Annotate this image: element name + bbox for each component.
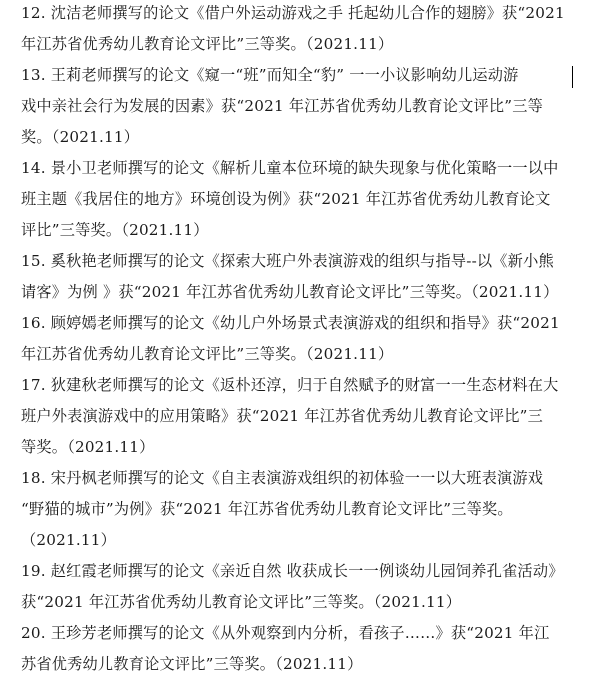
text-line: 年江苏省优秀幼儿教育论文评比”三等奖。（2021.11）	[21, 35, 394, 53]
text-line: 17. 狄建秋老师撰写的论文《返朴还淳，归于自然赋予的财富一一生态材料在大	[21, 376, 559, 394]
text-line: 16. 顾婷嫣老师撰写的论文《幼儿户外场景式表演游戏的组织和指导》获“2021	[21, 314, 560, 332]
text-line: 12. 沈洁老师撰写的论文《借户外运动游戏之手 托起幼儿合作的翅膀》获“2021	[21, 4, 565, 22]
text-line: 14. 景小卫老师撰写的论文《解析儿童本位环境的缺失现象与优化策略一一以中	[21, 159, 559, 177]
text-line: 年江苏省优秀幼儿教育论文评比”三等奖。（2021.11）	[21, 345, 394, 363]
text-line: 戏中亲社会行为发展的因素》获“2021 年江苏省优秀幼儿教育论文评比”三等	[21, 97, 544, 115]
text-line: “野猫的城市”为例》获“2021 年江苏省优秀幼儿教育论文评比”三等奖。	[21, 500, 513, 518]
text-line: 等奖。（2021.11）	[21, 438, 155, 456]
text-line: 13. 王莉老师撰写的论文《窥一“班”而知全“豹” 一一小议影响幼儿运动游	[21, 66, 519, 84]
text-line: 请客》为例 》获“2021 年江苏省优秀幼儿教育论文评比”三等奖。（2021.11）	[21, 283, 559, 301]
text-line: 19. 赵红霞老师撰写的论文《亲近自然 收获成长一一例谈幼儿园饲养孔雀活动》	[21, 562, 564, 580]
text-line: 班户外表演游戏中的应用策略》获“2021 年江苏省优秀幼儿教育论文评比”三	[21, 407, 544, 425]
text-line: 20. 王珍芳老师撰写的论文《从外观察到内分析，看孩子……》获“2021 年江	[21, 624, 550, 642]
text-line: 18. 宋丹枫老师撰写的论文《自主表演游戏组织的初体验一一以大班表演游戏	[21, 469, 544, 487]
text-line: 苏省优秀幼儿教育论文评比”三等奖。（2021.11）	[21, 655, 363, 673]
text-line: 15. 奚秋艳老师撰写的论文《探索大班户外表演游戏的组织与指导--以《新小熊	[21, 252, 554, 270]
text-line: 奖。（2021.11）	[21, 128, 140, 146]
text-line: （2021.11）	[21, 531, 116, 549]
text-line: 评比”三等奖。（2021.11）	[21, 221, 209, 239]
text-cursor	[572, 66, 573, 88]
text-line: 获“2021 年江苏省优秀幼儿教育论文评比”三等奖。（2021.11）	[21, 593, 462, 611]
text-line: 班主题《我居住的地方》环境创设为例》获“2021 年江苏省优秀幼儿教育论文	[21, 190, 551, 208]
